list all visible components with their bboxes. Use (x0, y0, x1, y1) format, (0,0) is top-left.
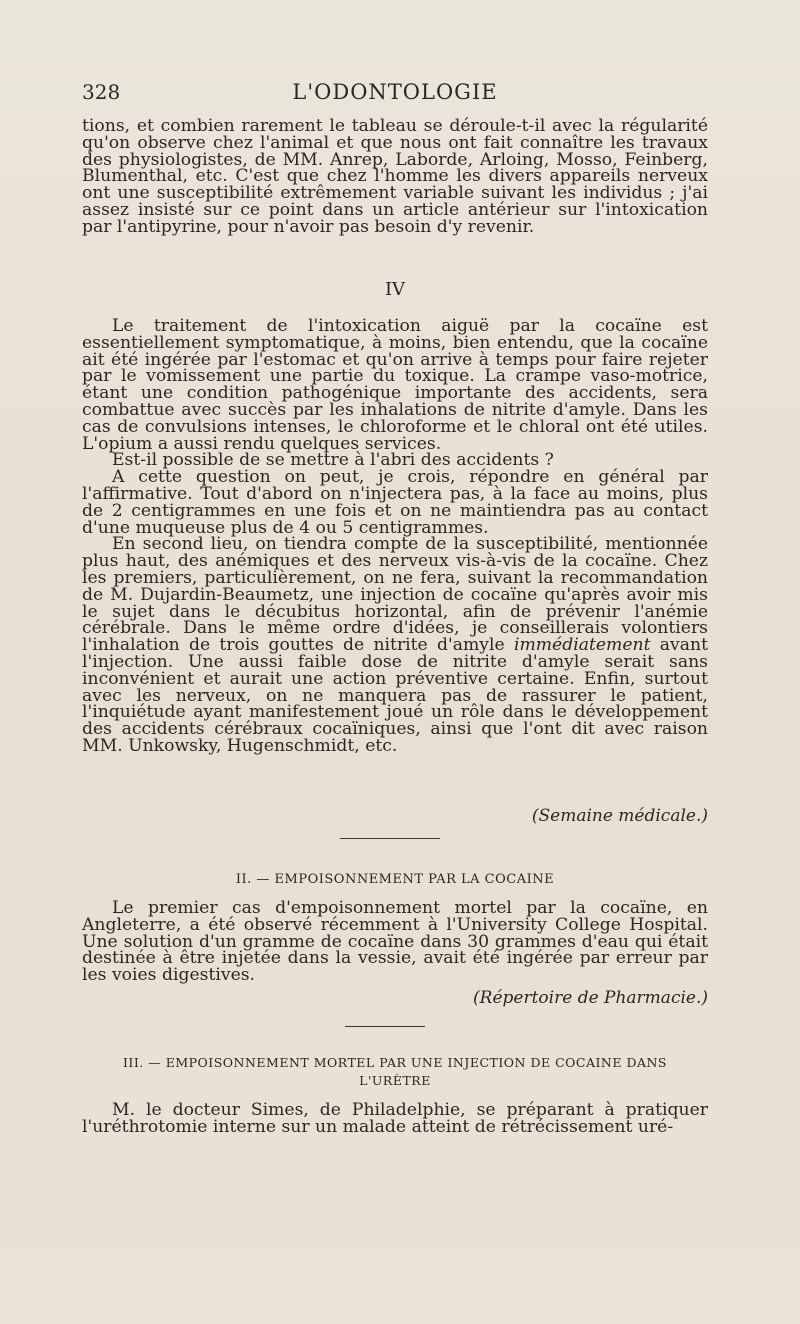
section-divider-short (345, 1026, 425, 1027)
section-iii-heading-line-1: III. — EMPOISONNEMENT MORTEL PAR UNE INJECTION DE COCAINE DANS (122, 1055, 667, 1070)
page-number: 328 (82, 80, 121, 104)
section-iv-paragraph-4 (82, 536, 708, 754)
running-title: L'ODONTOLOGIE (292, 80, 498, 104)
section-iv-source: (Semaine médicale.) (531, 806, 708, 826)
section-divider (340, 838, 440, 839)
section-iv-paragraph-4-part-b: avant l'injection. Une aussi faible dose de nitrite d'amyle serait sans inconvénient et aurait une action préventive certaine. Enfin, surtout avec les nerveux, on ne manquera pas de rassurer le patient, l'inquiétude ayant manifestement joué un rôle dans le développement des accidents cérébraux cocaïniques, ainsi que l'ont dit avec raison MM. Unkowsky, Hugenschmidt, etc. (82, 635, 708, 756)
paragraph-intro: tions, et combien rarement le tableau se déroule-t-il avec la régularité qu'on observe chez l'animal et que nous ont fait connaître les travaux des physiologistes, de MM. Anrep, Laborde, Arloing, Mosso, Feinberg, Blumenthal, etc. C'est que chez l'homme les divers appareils nerveux ont une susceptibilité extrêmement variable suivant les individus ; j'ai assez insisté sur ce point dans un article antérieur sur l'intoxication par l'antipyrine, pour n'avoir pas besoin d'y revenir. (82, 116, 708, 237)
section-ii-source: (Répertoire de Pharmacie.) (473, 988, 708, 1008)
section-ii-heading: II. — EMPOISONNEMENT PAR LA COCAINE (235, 872, 555, 887)
section-iv-source-wrap (82, 808, 708, 825)
section-iv-paragraph-1: Le traitement de l'intoxication aiguë par la cocaïne est essentiellement symptomatique, à moins, bien entendu, que la cocaïne ait été ingérée par l'estomac et qu'on arrive à temps pour faire rejeter par le vomissement une partie du toxique. La crampe vaso-motrice, étant une condition pathogénique importante des accidents, sera combattue avec succès par les inhalations de nitrite d'amyle. Dans les cas de convulsions intenses, le chloroforme et le chloral ont été utiles. L'opium a aussi rendu quelques services. (82, 316, 708, 454)
section-ii-heading-wrap (82, 872, 708, 889)
section-iv-numeral: IV (384, 279, 406, 300)
section-iv-paragraph-3: A cette question on peut, je crois, répondre en général par l'affirmative. Tout d'abord on n'injectera pas, à la face au moins, plus de 2 centigrammes en une fois et on ne maintiendra pas au contact d'une muqueuse plus de 4 ou 5 centigrammes. (82, 467, 708, 538)
page-header (82, 80, 708, 110)
section-ii-source-wrap (82, 990, 708, 1007)
section-iii-heading-wrap (82, 1054, 708, 1090)
section-iv-paragraph-4-emphasis: immédiatement (513, 635, 651, 656)
section-iii-heading-line-2: L'URÈTRE (359, 1073, 431, 1088)
section-iv-paragraph-2: Est-il possible de se mettre à l'abri des accidents ? (112, 450, 554, 471)
section-ii-paragraph: Le premier cas d'empoisonnement mortel par la cocaïne, en Angleterre, a été observé récemment à l'University College Hospital. Une solution d'un gramme de cocaïne dans 30 grammes d'eau qui était destinée à être injetée dans la vessie, avait été ingérée par erreur par les voies digestives. (82, 898, 708, 986)
section-iv-body (82, 318, 708, 755)
paragraph-continuation (82, 118, 708, 236)
section-iv-paragraph-4-part-a: En second lieu, on tiendra compte de la susceptibilité, mentionnée plus haut, des anémiques et des nerveux vis-à-vis de la cocaïne. Chez les premiers, particulièrement, on ne fera, suivant la recommandation de M. Dujardin-Beaumetz, une injection de cocaïne qu'après avoir mis le sujet dans le décubitus horizontal, afin de prévenir l'anémie cérébrale. Dans le même ordre d'idées, je conseillerais volontiers l'inhalation de trois gouttes de nitrite d'amyle (82, 534, 708, 656)
section-ii-body (82, 900, 708, 984)
section-iv-numeral-wrap (82, 279, 708, 300)
section-iii-paragraph: M. le docteur Simes, de Philadelphie, se préparant à pratiquer l'uréthrotomie interne sur un malade atteint de rétrécissement uré- (82, 1100, 708, 1137)
section-iii-body (82, 1102, 708, 1136)
